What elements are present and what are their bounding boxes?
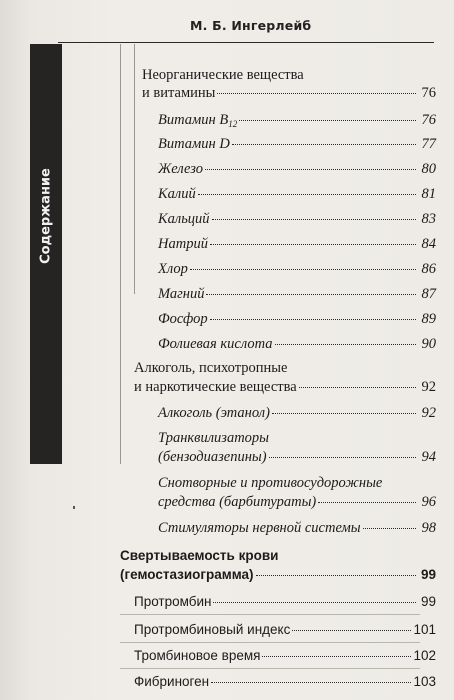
leader-dots xyxy=(318,502,416,503)
toc-entry[interactable] xyxy=(158,185,436,204)
leader-dots xyxy=(212,219,416,220)
page-number: 81 xyxy=(421,186,436,202)
toc-entry[interactable] xyxy=(158,260,436,279)
toc-entry-title: (бензодиазепины) xyxy=(158,449,267,465)
toc-entry[interactable] xyxy=(134,592,436,611)
toc-entry-title-line1: Снотворные и противосудорожные xyxy=(158,475,383,491)
leader-dots xyxy=(232,144,416,145)
toc-section-title-line2: и наркотические вещества xyxy=(134,379,297,395)
toc-entry-title: Фибриноген xyxy=(134,674,210,689)
page-number: 94 xyxy=(421,449,436,465)
page-number: 98 xyxy=(421,520,436,536)
leader-dots xyxy=(205,169,416,170)
row-divider xyxy=(120,642,420,643)
toc-entry[interactable] xyxy=(134,620,436,639)
subscript: 12 xyxy=(228,119,238,129)
toc-entry[interactable] xyxy=(158,210,436,229)
toc-entry[interactable] xyxy=(158,235,436,254)
page-number: 83 xyxy=(421,211,436,227)
page-number: 77 xyxy=(421,136,436,152)
page-number: 76 xyxy=(421,85,436,101)
leader-dots xyxy=(256,575,416,576)
toc-entry[interactable] xyxy=(158,285,436,304)
toc-entry-title: Фолиевая кислота xyxy=(158,336,273,352)
page-number: 101 xyxy=(413,622,436,637)
page-number: 87 xyxy=(421,286,436,302)
leader-dots xyxy=(292,630,411,631)
toc-entry-title: Протромбин xyxy=(134,594,212,609)
leader-dots xyxy=(206,294,416,295)
leader-dots xyxy=(217,93,416,94)
page-number: 92 xyxy=(421,379,436,395)
toc-entry-title-line1: Транквилизаторы xyxy=(158,430,269,446)
leader-dots xyxy=(299,387,416,388)
toc-section-title-line1: Неорганические вещества xyxy=(142,67,304,83)
page-number: 103 xyxy=(413,674,436,689)
leader-dots xyxy=(190,269,416,270)
toc-section-title-line2: (гемостазиограмма) xyxy=(120,567,254,582)
row-divider xyxy=(120,614,420,615)
leader-dots xyxy=(198,194,416,195)
leader-dots xyxy=(210,244,416,245)
leader-dots xyxy=(269,457,416,458)
leader-dots xyxy=(239,120,416,121)
leader-dots xyxy=(210,319,416,320)
page-number: 89 xyxy=(421,311,436,327)
toc-entry-title: средства (барбитураты) xyxy=(158,494,317,510)
page-number: 76 xyxy=(421,112,436,128)
toc-section-entry[interactable] xyxy=(134,378,436,397)
toc-entry-title: Протромбиновый индекс xyxy=(134,622,291,637)
toc-entry[interactable] xyxy=(158,111,436,134)
page-number: 84 xyxy=(421,236,436,252)
toc-entry-title: Кальций xyxy=(158,211,210,227)
header-rule xyxy=(58,42,434,43)
leader-dots xyxy=(211,682,411,683)
toc-entry-title: Калий xyxy=(158,186,196,202)
page-number: 96 xyxy=(421,494,436,510)
toc-entry[interactable] xyxy=(158,519,436,538)
toc-entry-title: Витамин D xyxy=(158,136,230,152)
toc-entry-title: Магний xyxy=(158,286,205,302)
toc-entry-title: Хлор xyxy=(158,261,188,277)
toc-entry[interactable] xyxy=(158,404,436,423)
toc-entry[interactable] xyxy=(158,493,436,512)
toc-entry[interactable] xyxy=(158,135,436,154)
page-number: 99 xyxy=(420,567,436,582)
toc-entry-title: Алкоголь (этанол) xyxy=(158,405,270,421)
toc-entry-title: Железо xyxy=(158,161,204,177)
page-number: 99 xyxy=(420,594,436,609)
toc-section-title-line1: Свертываемость крови xyxy=(120,548,279,563)
leader-dots xyxy=(363,528,416,529)
page-number: 92 xyxy=(421,405,436,421)
toc-entry-title: Стимуляторы нервной системы xyxy=(158,520,361,536)
leader-dots xyxy=(275,344,417,345)
toc-section-entry[interactable] xyxy=(120,565,436,584)
leader-dots xyxy=(262,656,411,657)
page-number: 90 xyxy=(421,336,436,352)
print-speck xyxy=(73,506,75,509)
toc-entry[interactable] xyxy=(158,335,436,354)
toc-entry-title: Тромбиновое время xyxy=(134,648,261,663)
toc-section-title-line1: Алкоголь, психотропные xyxy=(134,360,288,376)
toc-section-title-line2: и витамины xyxy=(142,85,216,101)
toc-entry[interactable] xyxy=(158,448,436,467)
leader-dots xyxy=(272,413,416,414)
leader-dots xyxy=(213,602,416,603)
toc-entry[interactable] xyxy=(134,646,436,665)
toc-entry[interactable] xyxy=(158,160,436,179)
page-number: 102 xyxy=(413,648,436,663)
section-rule-left xyxy=(120,44,121,464)
page-number: 86 xyxy=(421,261,436,277)
toc-entry[interactable] xyxy=(158,310,436,329)
side-tab-label: Содержание xyxy=(38,168,54,264)
row-divider xyxy=(120,668,420,669)
toc-entry-title: Витамин $B_{12}$ xyxy=(158,112,238,129)
toc-entry-title: Фосфор xyxy=(158,311,208,327)
running-head: М. Б. Ингерлейб xyxy=(190,18,312,33)
toc-section-entry[interactable] xyxy=(142,84,436,103)
toc-entry[interactable] xyxy=(134,672,436,691)
page-number: 80 xyxy=(421,161,436,177)
subsection-rule xyxy=(134,44,135,294)
toc-entry-title: Натрий xyxy=(158,236,208,252)
